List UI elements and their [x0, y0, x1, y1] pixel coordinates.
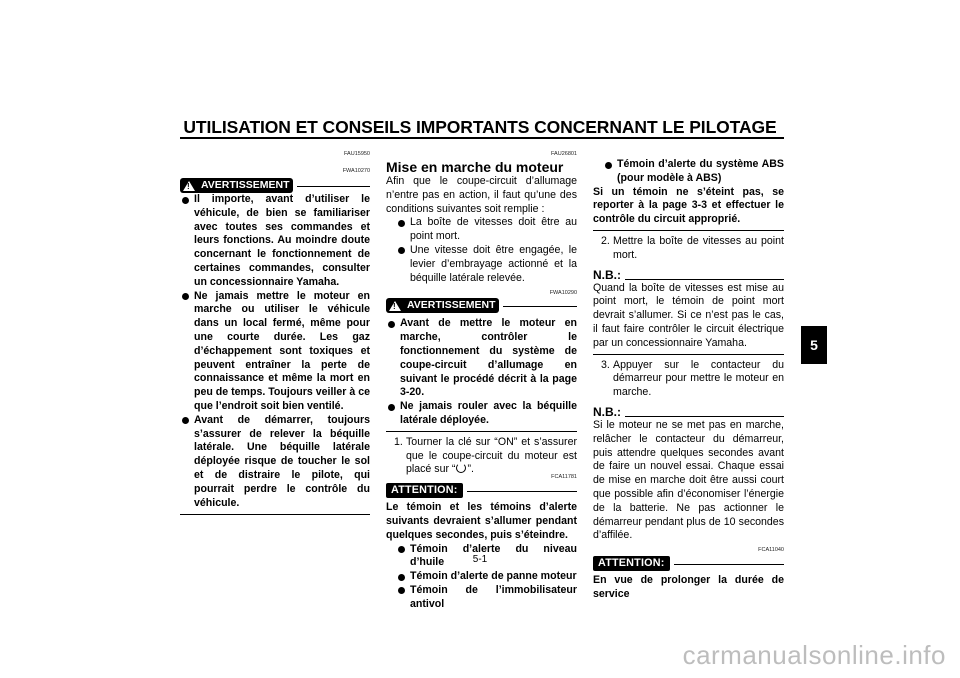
warning-item: Avant de démarrer, toujours s’assurer de relever la béquille latérale. Une béquille latérale déployée risque de toucher le sol et de distraire le pilote, qui pourrait perdre le contrôle du véhicule. — [180, 414, 370, 511]
step-text: Mettre la boîte de vitesses au point mort. — [613, 234, 784, 261]
step-text-end: ”. — [467, 463, 474, 476]
warning-end-rule — [386, 431, 577, 432]
warning-triangle-icon — [389, 301, 401, 311]
attention-badge: ATTENTION: — [386, 483, 463, 498]
warning-label: AVERTISSEMENT — [407, 298, 496, 311]
step-text: Tourner la clé sur “ON” et s’assurer que le coupe-circuit du moteur est placé sur “ — [406, 435, 577, 476]
attention-end-rule — [593, 230, 784, 231]
warning-badge — [180, 178, 293, 193]
note-header — [593, 406, 784, 419]
attention-code: FCA11781 — [551, 474, 577, 481]
indicator-item: Témoin d’alerte du système ABS (pour modèle à ABS) — [603, 158, 784, 186]
warning-item: Avant de mettre le moteur en marche, contrôler le fonctionnement du système de coupe-circuit d’allumage en suivant le procédé décrit à la page 3-20. — [386, 317, 577, 400]
note-text: Si le moteur ne se met pas en marche, relâcher le contacteur du démarreur, puis attendre quelques secondes avant de faire un nouvel essai. Chaque essai de mise en marche doit être aussi court que possible afin d’économiser l’énergie de la batterie. Ne pas actionner le démarreur pendant plus de 10 secondes d’affilée. — [593, 418, 784, 542]
warning-header — [386, 298, 577, 313]
note-text: Quand la boîte de vitesses est mise au point mort, le témoin de point mort devrait s’allumer. Si ce n’est pas le cas, il faut faire contrôler le circuit électrique par un concessionnaire Yamaha. — [593, 281, 784, 349]
step-number: 3. — [601, 358, 610, 371]
note-label: N.B.: — [593, 267, 621, 282]
column-3 — [593, 150, 784, 602]
indicator-item: Témoin de l’immobilisateur antivol — [396, 584, 577, 612]
condition-item: La boîte de vitesses doit être au point mort. — [396, 216, 577, 244]
attention-code: FCA11040 — [758, 547, 784, 554]
column-2 — [386, 150, 577, 612]
section-heading: Mise en marche du moteur — [386, 159, 564, 175]
indicator-item: Témoin d’alerte du niveau d’huile — [396, 543, 577, 571]
note-rule — [625, 269, 784, 280]
step-2 — [593, 235, 784, 263]
warning-list — [386, 317, 577, 427]
note-rule — [625, 406, 784, 417]
warning-label: AVERTISSEMENT — [201, 178, 290, 191]
warning-badge — [386, 298, 499, 313]
intro-text: Afin que le coupe-circuit d’allumage n’entre pas en action, il faut qu’une des conditions suivantes soit remplie : — [386, 175, 577, 215]
warning-code: FWA10290 — [549, 290, 577, 297]
warning-triangle-icon — [183, 181, 195, 191]
attention-rule — [467, 483, 577, 492]
section-code: FAU26801 — [551, 151, 577, 157]
note-header — [593, 269, 784, 282]
condition-item: Une vitesse doit être engagée, le levier d’embrayage actionné et la béquille latérale relevée. — [396, 244, 577, 285]
warning-item: Ne jamais rouler avec la béquille latérale déployée. — [386, 400, 577, 428]
warning-list — [180, 193, 370, 510]
attention-text: En vue de prolonger la durée de service — [593, 574, 784, 600]
warning-code: FWA10270 — [342, 168, 370, 174]
warning-item: Il importe, avant d’utiliser le véhicule, de bien se familiariser avec toutes ses commandes et leurs fonctions. Au moindre doute concernant le fonctionnement de certaines commandes, consulter un concessionnaire Yamaha. — [180, 193, 370, 290]
title-rule — [180, 137, 784, 139]
page-title: UTILISATION ET CONSEILS IMPORTANTS CONCERNANT LE PILOTAGE — [183, 117, 777, 137]
note-end-rule — [593, 354, 784, 355]
watermark: carmanualsonline.info — [682, 640, 946, 670]
indicator-item: Témoin d’alerte de panne moteur — [396, 570, 577, 584]
note-label: N.B.: — [593, 404, 621, 419]
attention-text: Le témoin et les témoins d’alerte suivants devraient s’allumer pendant quelques secondes, puis s’éteindre. — [386, 501, 577, 541]
warning-header — [180, 178, 370, 193]
warning-rule — [297, 178, 370, 187]
step-number: 2. — [601, 234, 610, 247]
warning-rule — [503, 298, 577, 307]
attention-badge: ATTENTION: — [593, 556, 670, 571]
warning-item: Ne jamais mettre le moteur en marche ou utiliser le véhicule dans un local fermé, même pour une courte durée. Les gaz d’échappement sont toxiques et peuvent entraîner la perte de connaissance et même la mort en peu de temps. Toujours veiller à ce que l’endroit soit bien ventilé. — [180, 290, 370, 414]
step-3 — [593, 359, 784, 400]
page-number: 5-1 — [472, 554, 488, 565]
engine-stop-switch-icon — [456, 463, 466, 473]
attention-warning-text: Si un témoin ne s’éteint pas, se reporter à la page 3-3 et effectuer le contrôle du circuit approprié. — [593, 185, 784, 226]
column-1 — [180, 150, 370, 515]
attention-header — [386, 483, 577, 498]
warning-end-rule — [180, 514, 370, 515]
section-code: FAU15950 — [344, 151, 370, 157]
chapter-tab[interactable]: 5 — [801, 326, 827, 364]
step-number: 1. — [394, 435, 403, 448]
step-1 — [386, 436, 577, 477]
step-text: Appuyer sur le contacteur du démarreur pour mettre le moteur en marche. — [613, 358, 784, 399]
